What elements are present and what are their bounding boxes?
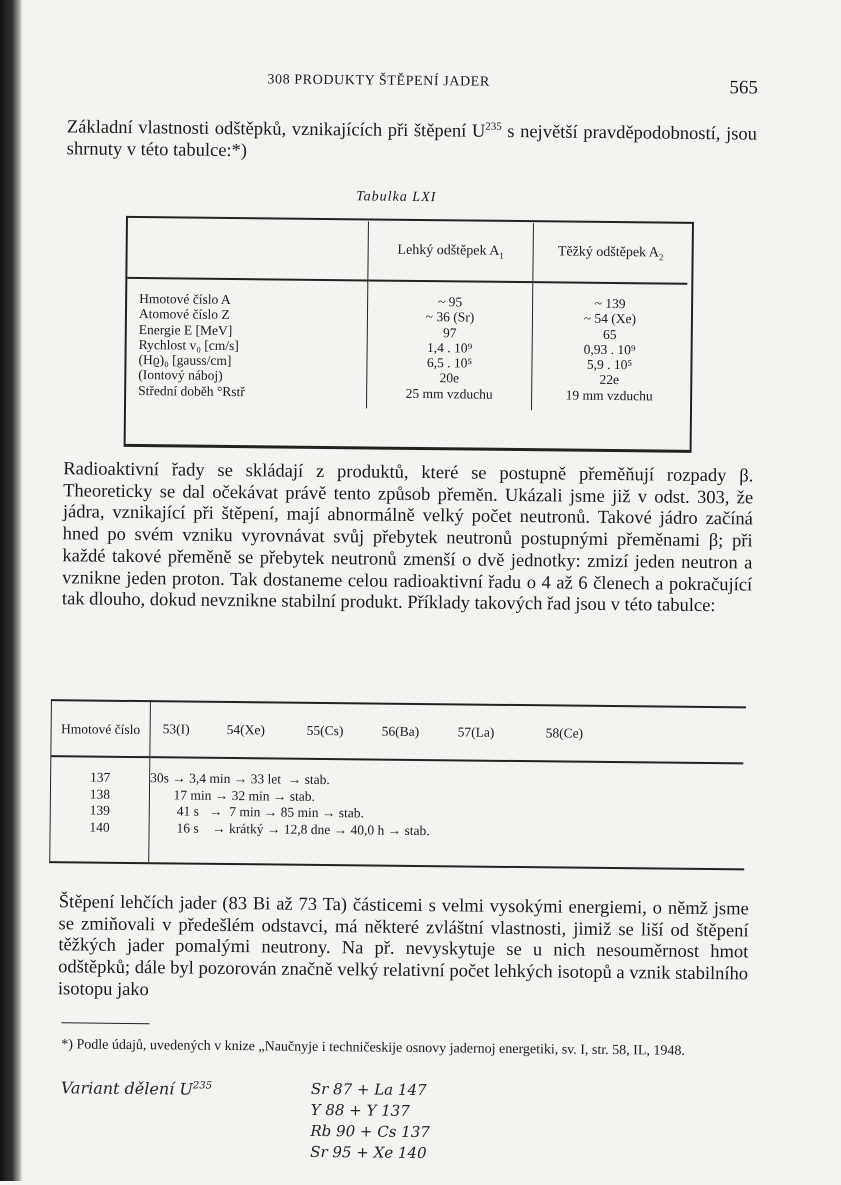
page-number: 565: [729, 77, 758, 99]
el-iodine: 53(I): [162, 721, 190, 737]
decay-table-header: [51, 701, 744, 763]
el-barium: 56(Ba): [381, 723, 420, 739]
light-fragment-values: [367, 280, 533, 410]
el-cesium: 55(Cs): [306, 722, 344, 739]
property-labels: [126, 278, 368, 409]
running-header: 308 PRODUKTY ŠTĚPENÍ JADER: [267, 72, 490, 90]
intro-text-after: s největší pravděpodobností, jsou shrnuty v této tabulce:*): [66, 121, 757, 161]
col-light-sub: 1: [499, 250, 504, 261]
light-rigidity: 6,5 . 10⁵: [426, 355, 473, 371]
chain-137: 30s → 3,4 min → 33 let → stab.: [150, 770, 330, 788]
radioactive-series-paragraph: Radioaktivní řady se skládají z produktů, které se postupně přeměňují rozpady β. Theoreticky se dal očekávat právě tento způsob přeměn. Ukázali jsme již v odst. 303, že jádra, vznikající při štěpení, mají abnormálně velký počet neutronů. Takové jádro začíná hned po svém vzniku vyrovnávat svůj přebytek neutronů postupnými přeměnami β; při každé takové přeměně se přebytek neutronů zmenší o dvě jednotky: zmizí jeden neutron a vznikne jeden proton. Tak dostaneme celou radioaktivní řadu o 4 až 6 členech a pokračující tak dlouho, dokud nevznikne stabilní produkt. Příklady takových řad jsou v této tabulce:: [61, 459, 754, 617]
intro-text: Základní vlastnosti odštěpků, vznikajících při štěpení U: [66, 117, 486, 142]
el-xenon: 54(Xe): [226, 721, 265, 738]
label-energy: Energie E [MeV]: [138, 321, 233, 338]
light-nuclei-paragraph: Štěpení lehčích jader (83 Bi až 73 Ta) částicemi s velmi vysokými energiemi, o němž jsme se zmiňovali v předešlém odstavci, má některé zvláštní vlastnosti, jimiž se liší od štěpení těžkých jader pomalými neutrony. Na př. nevyskytuje se u nich nesouměrnost hmot odštěpků; dále byl pozorován značně velký relativní počet lehkých isotopů a vznik stabilního isotopu jako: [57, 892, 749, 1000]
el-lanthanum: 57(La): [457, 724, 495, 740]
light-charge: 20e: [439, 370, 460, 386]
heavy-fragment-values: [531, 282, 687, 412]
intro-sup: 235: [485, 120, 502, 133]
heavy-range: 19 mm vzduchu: [565, 387, 653, 404]
mass-137: 137: [51, 756, 150, 787]
col-heavy-label: Těžký odštěpek A: [557, 244, 660, 261]
spacer-left: [50, 835, 149, 862]
heavy-energy: 65: [602, 326, 617, 342]
fragment-properties-table: [126, 219, 688, 412]
heavy-mass: ~ 139: [594, 295, 626, 312]
mass-140: 140: [51, 819, 150, 837]
light-velocity: 1,4 . 10⁹: [426, 339, 473, 356]
heavy-atomic: ~ 54 (Xe): [583, 310, 637, 327]
col-light-fragment: [368, 221, 534, 282]
intro-paragraph: [67, 112, 757, 167]
heavy-charge: 22e: [599, 372, 620, 388]
mass-138: 138: [51, 786, 150, 804]
col-mass-number: Hmotové číslo: [51, 701, 150, 757]
label-velocity: Rychlost v₀ [cm/s]: [138, 336, 239, 353]
col-light-label: Lehký odštěpek A: [397, 242, 500, 259]
chain-138: 17 min → 32 min → stab.: [149, 786, 316, 804]
handwritten-pair-2: Y 88 + Y 137: [310, 1100, 410, 1120]
handwritten-note-text: Variant dělení U: [60, 1078, 194, 1099]
table-caption: Tabulka LXI: [356, 189, 437, 206]
label-atomic-number: Atomové číslo Z: [138, 306, 230, 323]
handwritten-pair-1: Sr 87 + La 147: [310, 1079, 427, 1100]
label-magnetic-rigidity: (Hϱ)₀ [gauss/cm]: [138, 352, 232, 369]
light-mass: ~ 95: [437, 294, 463, 310]
label-ion-charge: (Iontový náboj): [138, 367, 223, 384]
element-headers: [150, 702, 744, 763]
el-cerium: 58(Ce): [545, 725, 584, 741]
col-heavy-fragment: [533, 223, 688, 284]
heavy-velocity: 0,93 . 10⁹: [583, 341, 636, 358]
empty-header-cell: [127, 219, 368, 281]
label-mass-number: Hmotové číslo A: [139, 291, 231, 308]
heavy-rigidity: 5,9 . 10⁵: [586, 356, 633, 373]
mass-139: 139: [51, 802, 150, 820]
handwritten-pair-3: Rb 90 + Cs 137: [310, 1121, 430, 1142]
handwritten-note: [61, 1078, 212, 1099]
decay-chains-table: [50, 701, 744, 868]
chain-140: 16 s → krátký → 12,8 dne → 40,0 h → stab.: [149, 819, 430, 838]
light-range: 25 mm vzduchu: [405, 385, 493, 402]
table-body-row: [126, 278, 687, 412]
footnote: *) Podle údajů, uvedených v knize „Naučnyje i techničeskije osnovy jadernoj energetiki, sv. I, str. 58, IL, 1948.: [61, 1037, 685, 1059]
label-mean-range: Střední doběh °Rstř: [138, 382, 245, 399]
footnote-rule: [62, 1022, 150, 1024]
col-heavy-sub: 2: [658, 251, 664, 262]
chain-139: 41 s → 7 min → 85 min → stab.: [149, 803, 364, 821]
light-energy: 97: [442, 324, 457, 340]
light-atomic: ~ 36 (Sr): [425, 309, 475, 325]
handwritten-pairs: [310, 1079, 430, 1164]
table-header-row: [127, 219, 688, 284]
handwritten-pair-4: Sr 95 + Xe 140: [310, 1142, 427, 1163]
handwritten-note-sup: 235: [192, 1080, 213, 1092]
